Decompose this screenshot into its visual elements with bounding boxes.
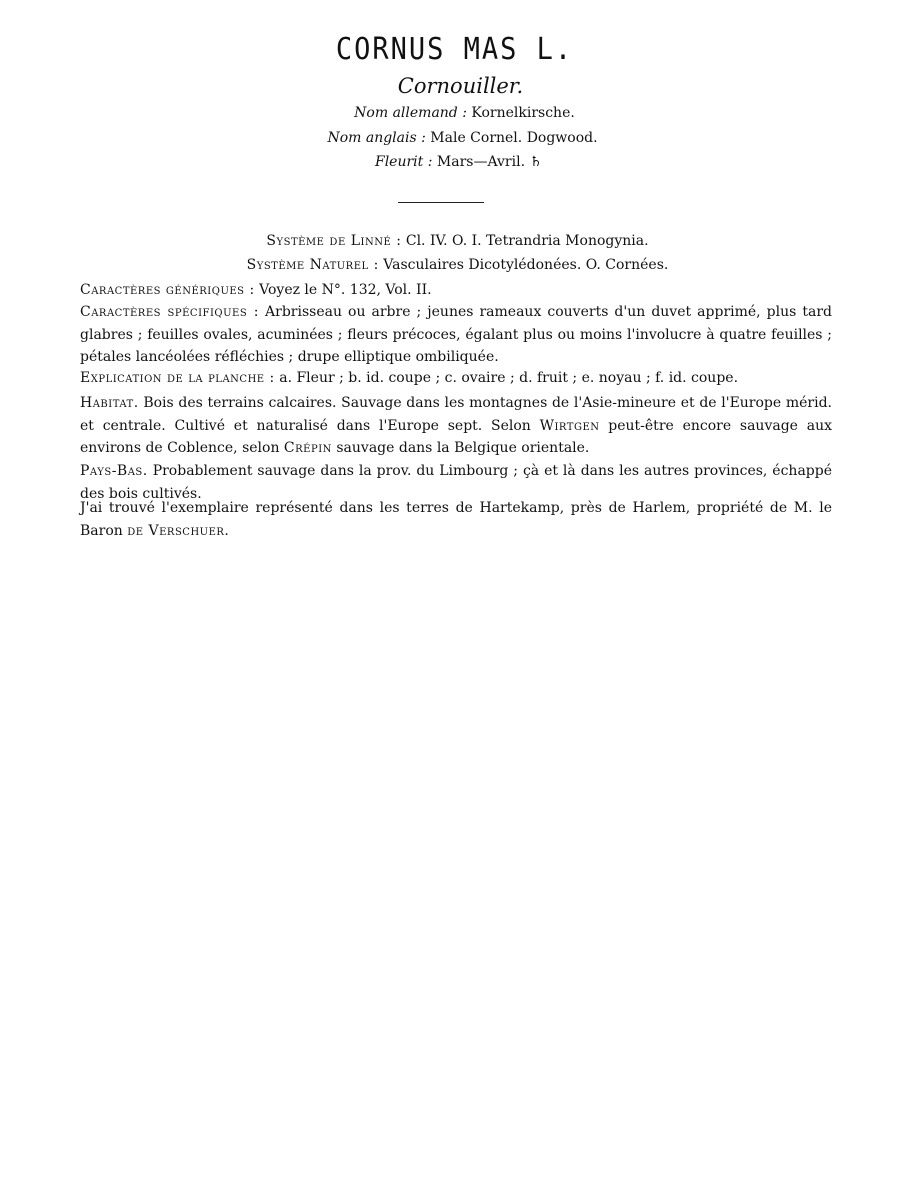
name-english [8, 130, 909, 146]
flowering [4, 154, 909, 170]
generic-label: Caractères génériques : [80, 282, 255, 298]
name-english-label: Nom anglais : [327, 130, 426, 146]
paysbas-label: Pays-Bas. [80, 463, 148, 479]
specimen-text: J'ai trouvé l'exemplaire représenté dans les terres de Hartekamp, près de Harlem, propriété de M. le Baron [80, 500, 832, 539]
name-german [10, 105, 909, 121]
explication-label: Explication de la planche : [80, 370, 275, 386]
specimen-note [80, 497, 832, 542]
name-german-label: Nom allemand : [354, 105, 467, 121]
specific-text: Arbrisseau ou arbre ; jeunes rameaux couverts d'un duvet apprimé, plus tard glabres ; feuilles ovales, acuminées ; fleurs précoces, égalant plus ou moins l'involucre à quatre feuilles ; pétales lancéolées réfléchies ; drupe elliptique ombiliquée. [80, 304, 832, 365]
plate-explanation [80, 367, 832, 390]
specific-characters [80, 301, 832, 369]
explication-text: a. Fleur ; b. id. coupe ; c. ovaire ; d. fruit ; e. noyau ; f. id. coupe. [279, 370, 739, 386]
system-linne-label: Système de Linné : [266, 233, 402, 249]
flowering-value: Mars—Avril. ♄ [436, 154, 543, 170]
habitat [80, 392, 832, 460]
specific-label: Caractères spécifiques : [80, 304, 259, 320]
divider-rule [398, 202, 484, 203]
system-linne-value: Cl. IV. O. I. Tetrandria Monogynia. [405, 233, 649, 249]
paysbas-text: Probablement sauvage dans la prov. du Limbourg ; çà et là dans les autres provinces, échappé des bois cultivés. [80, 463, 833, 502]
habitat-author-crepin: Crépin [283, 440, 332, 456]
flowering-label: Fleurit : [374, 154, 433, 170]
habitat-text-after: sauvage dans la Belgique orientale. [336, 440, 590, 456]
page-title: CORNUS MAS L. [335, 32, 574, 67]
habitat-text-mid: peut-être encore sauvage aux environs de Coblence, selon [80, 417, 832, 456]
generic-characters [80, 279, 832, 302]
system-linne [3, 233, 909, 249]
name-german-value: Kornelkirsche. [471, 105, 575, 121]
common-name: Cornouiller. [397, 74, 524, 98]
habitat-text-before: Bois des terrains calcaires. Sauvage dans les montagnes de l'Asie-mineure et de l'Europe mérid. et centrale. Cultivé et naturalisé dans l'Europe sept. Selon [80, 395, 833, 434]
habitat-label: Habitat. [80, 395, 139, 411]
system-naturel-label: Système Naturel : [246, 257, 379, 273]
system-naturel [3, 257, 909, 273]
specimen-owner: de Verschuer. [127, 522, 230, 539]
name-english-value: Male Cornel. Dogwood. [430, 130, 598, 146]
system-naturel-value: Vasculaires Dicotylédonées. O. Cornées. [383, 257, 669, 273]
generic-text: Voyez le N°. 132, Vol. II. [259, 282, 432, 298]
habitat-author-wirtgen: Wirtgen [539, 417, 600, 434]
